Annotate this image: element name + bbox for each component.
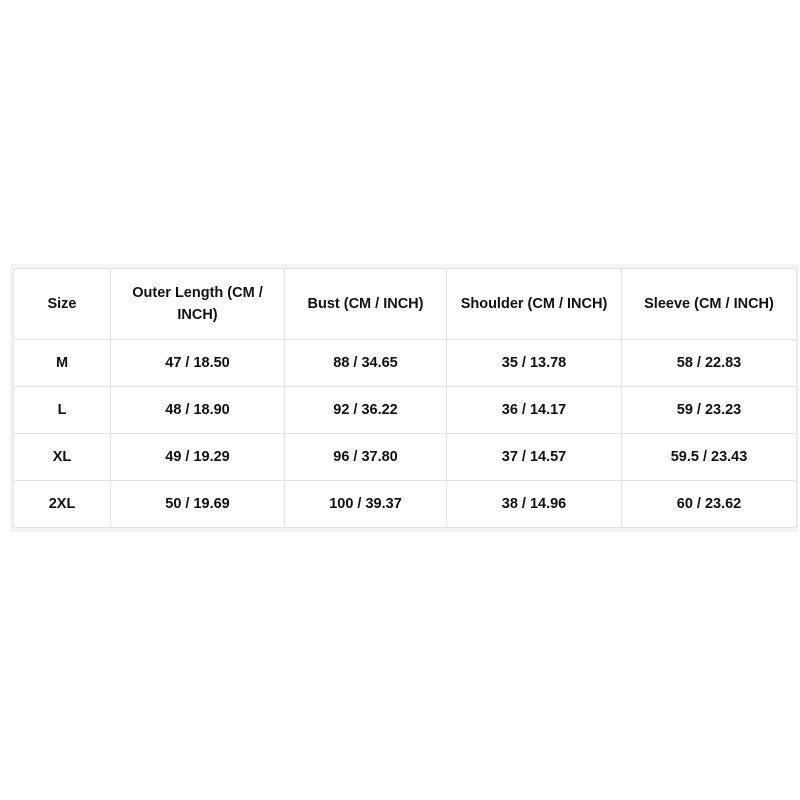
table-row [14, 340, 797, 387]
size-chart-frame [10, 264, 798, 532]
header-sleeve: Sleeve (CM / INCH) [622, 269, 797, 340]
sleeve-cell: 58 / 22.83 [622, 340, 797, 387]
table-row [14, 481, 797, 528]
size-cell: L [14, 387, 111, 434]
header-bust: Bust (CM / INCH) [285, 269, 447, 340]
outer-length-cell: 49 / 19.29 [111, 434, 285, 481]
bust-cell: 88 / 34.65 [285, 340, 447, 387]
table-row [14, 434, 797, 481]
size-cell: 2XL [14, 481, 111, 528]
shoulder-cell: 37 / 14.57 [447, 434, 622, 481]
shoulder-cell: 36 / 14.17 [447, 387, 622, 434]
bust-cell: 96 / 37.80 [285, 434, 447, 481]
outer-length-cell: 48 / 18.90 [111, 387, 285, 434]
header-outer-length: Outer Length (CM / INCH) [111, 269, 285, 340]
table-header-row [14, 269, 797, 340]
outer-length-cell: 50 / 19.69 [111, 481, 285, 528]
sleeve-cell: 59.5 / 23.43 [622, 434, 797, 481]
shoulder-cell: 35 / 13.78 [447, 340, 622, 387]
sleeve-cell: 60 / 23.62 [622, 481, 797, 528]
size-cell: XL [14, 434, 111, 481]
size-chart-table [13, 268, 797, 528]
header-shoulder: Shoulder (CM / INCH) [447, 269, 622, 340]
shoulder-cell: 38 / 14.96 [447, 481, 622, 528]
bust-cell: 92 / 36.22 [285, 387, 447, 434]
size-cell: M [14, 340, 111, 387]
sleeve-cell: 59 / 23.23 [622, 387, 797, 434]
table-row [14, 387, 797, 434]
outer-length-cell: 47 / 18.50 [111, 340, 285, 387]
bust-cell: 100 / 39.37 [285, 481, 447, 528]
header-size: Size [14, 269, 111, 340]
